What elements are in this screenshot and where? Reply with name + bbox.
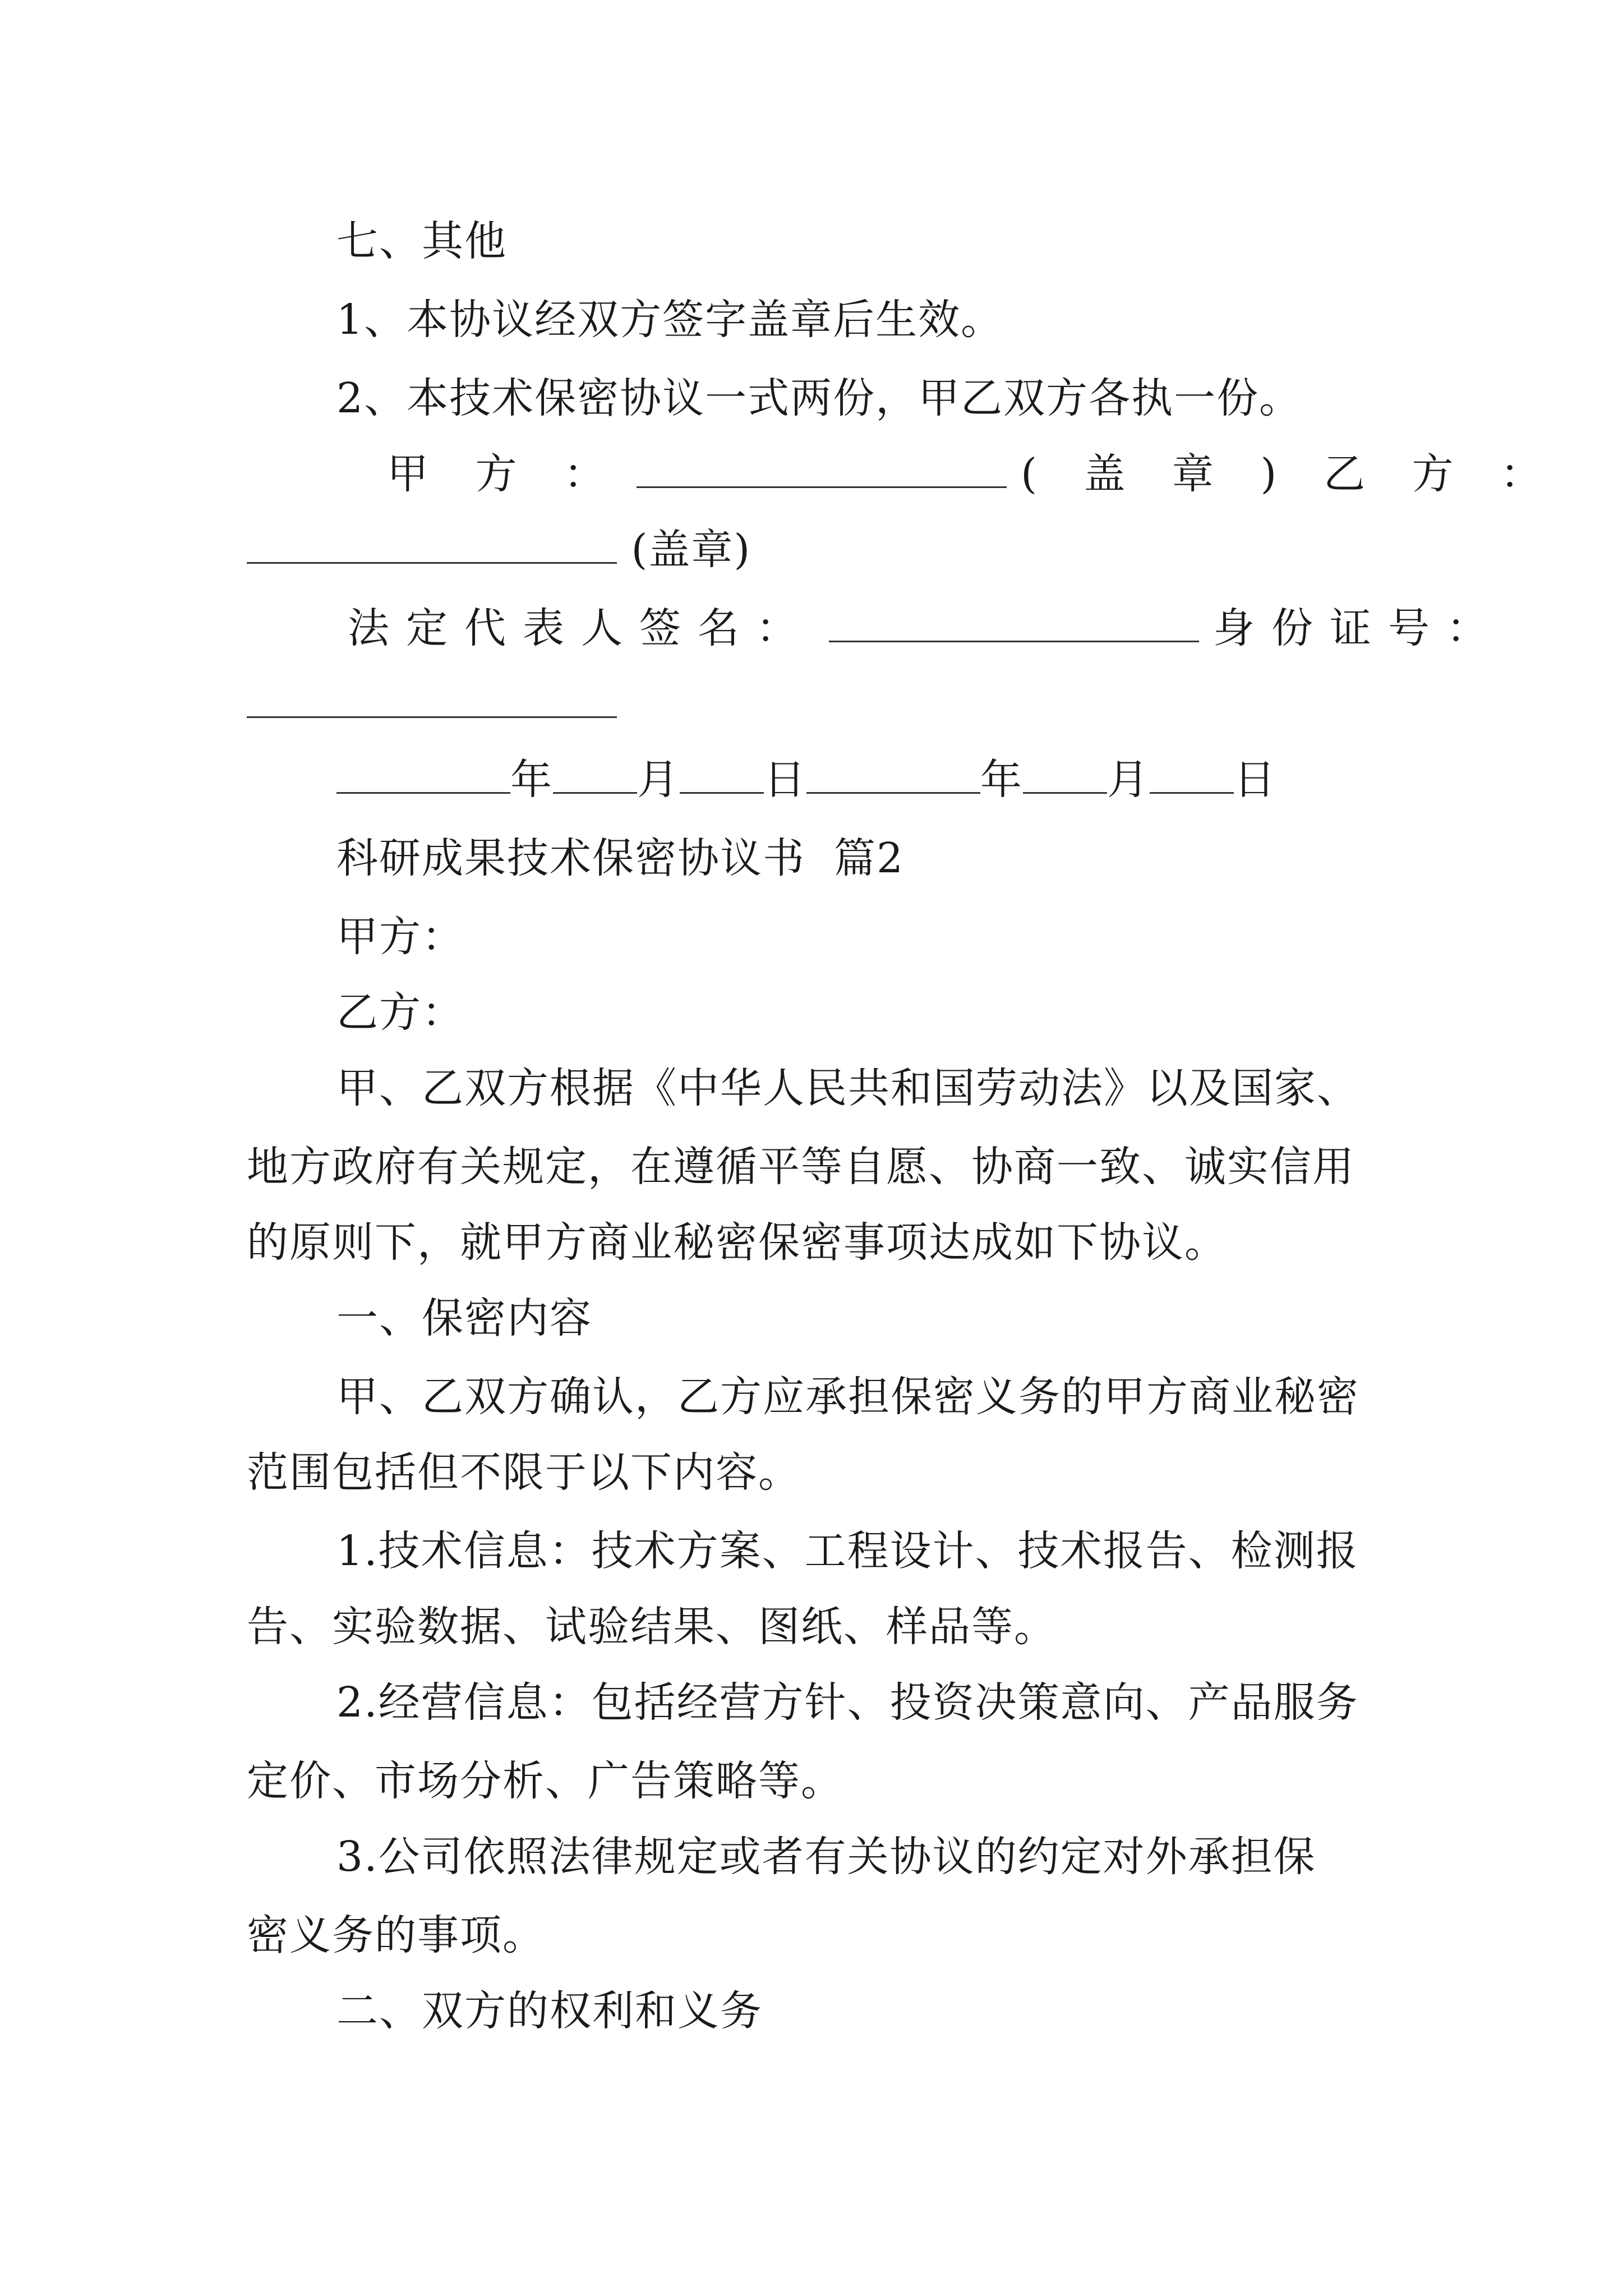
day-b-blank bbox=[1150, 753, 1234, 794]
legal-rep-blank bbox=[829, 601, 1199, 642]
legal-rep-label: 法定代表人签名： bbox=[348, 604, 814, 652]
year-b-blank bbox=[806, 753, 980, 794]
seal-party-b-label: ( 盖 章 ) 乙 方 ： bbox=[1021, 450, 1559, 498]
doc2-title: 科研成果技术保密协议书 篇2 bbox=[336, 834, 905, 882]
item-3-line-2: 密义务的事项。 bbox=[247, 1911, 545, 1959]
section-1-para-line-2: 范围包括但不限于以下内容。 bbox=[247, 1448, 801, 1497]
year-a-label: 年 bbox=[510, 756, 553, 804]
item-2-line-1: 2.经营信息：包括经营方针、投资决策意向、产品服务 bbox=[336, 1678, 1359, 1727]
intro-line-3: 的原则下，就甲方商业秘密保密事项达成如下协议。 bbox=[247, 1218, 1227, 1267]
id-number-row bbox=[247, 676, 1402, 732]
item-3-line-1: 3.公司依照法律规定或者有关协议的约定对外承担保 bbox=[336, 1833, 1316, 1881]
day-a-label: 日 bbox=[764, 756, 806, 804]
date-row bbox=[336, 752, 1402, 808]
section-1-para-line-1: 甲、乙双方确认，乙方应承担保密义务的甲方商业秘密 bbox=[336, 1373, 1359, 1421]
section-7-heading: 七、其他 bbox=[336, 217, 507, 265]
party-b-blank bbox=[247, 523, 617, 564]
month-a-label: 月 bbox=[637, 756, 680, 804]
seal-end-label: (盖章) bbox=[631, 526, 751, 574]
party-a-label: 甲 方 ： bbox=[387, 450, 623, 498]
intro-line-2: 地方政府有关规定，在遵循平等自愿、协商一致、诚实信用 bbox=[247, 1143, 1355, 1191]
id-number-label: 身份证号： bbox=[1213, 604, 1505, 652]
day-b-label: 日 bbox=[1234, 756, 1276, 804]
section-1-heading: 一、保密内容 bbox=[336, 1294, 592, 1342]
legal-rep-row bbox=[348, 600, 1505, 656]
doc2-party-b: 乙方： bbox=[336, 988, 464, 1037]
party-a-blank bbox=[637, 447, 1007, 488]
section-7-item-1: 1、本协议经双方签字盖章后生效。 bbox=[336, 296, 1004, 344]
id-number-blank bbox=[247, 677, 617, 718]
year-b-label: 年 bbox=[980, 756, 1023, 804]
intro-line-1: 甲、乙双方根据《中华人民共和国劳动法》以及国家、 bbox=[336, 1064, 1359, 1112]
day-a-blank bbox=[680, 753, 764, 794]
item-1-line-2: 告、实验数据、试验结果、图纸、样品等。 bbox=[247, 1603, 1057, 1651]
month-b-blank bbox=[1023, 753, 1107, 794]
section-7-item-2: 2、本技术保密协议一式两份，甲乙双方各执一份。 bbox=[336, 374, 1302, 422]
year-a-blank bbox=[336, 753, 510, 794]
doc2-party-a: 甲方： bbox=[336, 913, 464, 961]
item-2-line-2: 定价、市场分析、广告策略等。 bbox=[247, 1757, 843, 1805]
item-1-line-1: 1.技术信息：技术方案、工程设计、技术报告、检测报 bbox=[336, 1527, 1359, 1575]
section-2-heading: 二、双方的权利和义务 bbox=[336, 1987, 763, 2035]
signature-party-row bbox=[387, 446, 1559, 502]
signature-party-b-row bbox=[247, 522, 1402, 578]
month-a-blank bbox=[553, 753, 637, 794]
month-b-label: 月 bbox=[1107, 756, 1150, 804]
